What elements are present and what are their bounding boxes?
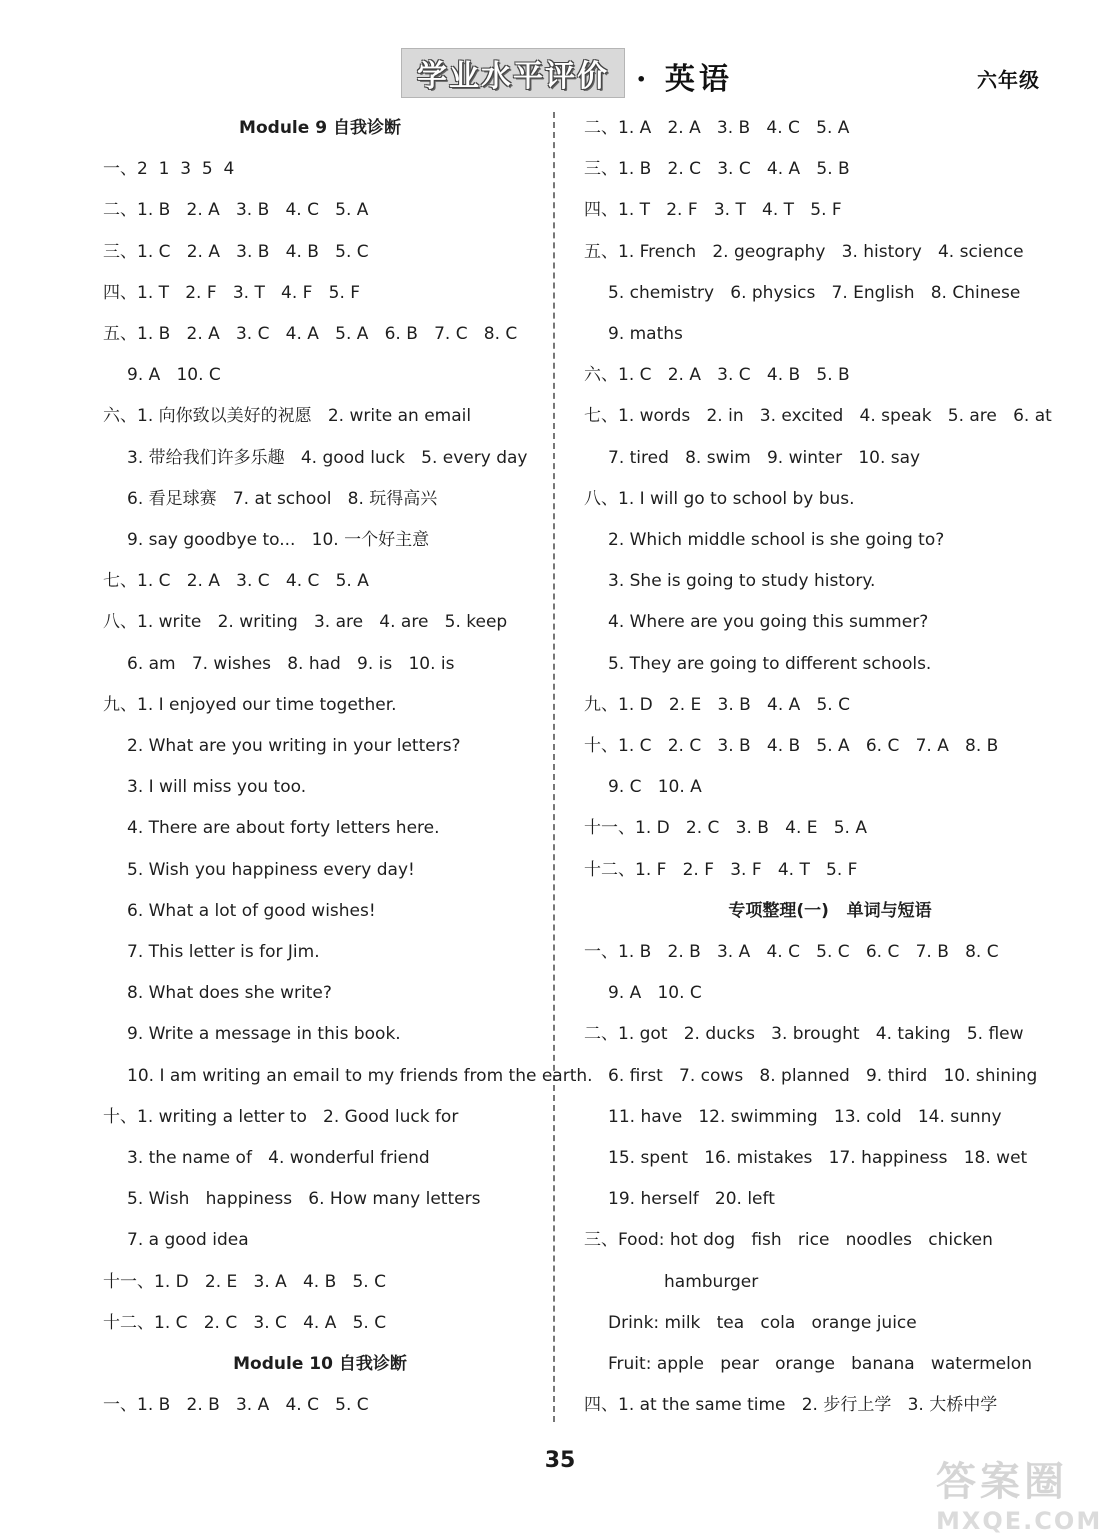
subject-label: · 英语 — [636, 62, 733, 97]
answer-line: Fruit: apple pear orange banana watermelon — [608, 1354, 1032, 1374]
answer-line: 六、1. C 2. A 3. C 4. B 5. B — [584, 365, 850, 386]
answer-line: 三、1. C 2. A 3. B 4. B 5. C — [103, 241, 369, 262]
answer-line: 6. first 7. cows 8. planned 9. third 10. shining — [608, 1065, 1038, 1086]
answer-line: 6. am 7. wishes 8. had 9. is 10. is — [127, 653, 455, 674]
answer-line: 二、1. A 2. A 3. B 4. C 5. A — [584, 118, 850, 138]
answer-line: 二、1. B 2. A 3. B 4. C 5. A — [103, 200, 369, 221]
answer-line: 9. C 10. A — [608, 777, 702, 798]
watermark-top-text: 答案圈 — [936, 1458, 1068, 1505]
answer-line: 3. 带给我们许多乐趣 4. good luck 5. every day — [127, 447, 528, 468]
answer-line: 2. What are you writing in your letters? — [127, 736, 461, 756]
answer-line: 4. There are about forty letters here. — [127, 818, 440, 839]
answer-line: 4. Where are you going this summer? — [608, 612, 929, 633]
answer-line: 十二、1. C 2. C 3. C 4. A 5. C — [103, 1312, 387, 1333]
answer-line: 15. spent 16. mistakes 17. happiness 18. wet — [608, 1148, 1028, 1168]
answer-line: 8. What does she write? — [127, 983, 332, 1004]
answer-line: 9. A 10. C — [608, 983, 702, 1004]
answer-line: 3. I will miss you too. — [127, 777, 307, 798]
answer-line: Drink: milk tea cola orange juice — [608, 1312, 917, 1333]
answer-line: 三、1. B 2. C 3. C 4. A 5. B — [584, 159, 850, 180]
answer-line: 6. What a lot of good wishes! — [127, 900, 376, 921]
answer-line: 5. Wish you happiness every day! — [127, 859, 415, 880]
answer-line: 9. maths — [608, 324, 683, 344]
answer-line: 八、1. I will go to school by bus. — [584, 488, 855, 509]
answer-line: 一、1. B 2. B 3. A 4. C 5. C 6. C 7. B 8. C — [584, 942, 999, 962]
answer-line: 6. 看足球赛 7. at school 8. 玩得高兴 — [127, 488, 438, 509]
answer-line: 9. A 10. C — [127, 365, 221, 386]
page-number: 35 — [544, 1448, 576, 1473]
answer-line: 7. a good idea — [127, 1230, 249, 1251]
section-heading: Module 10 自我诊断 — [233, 1354, 407, 1374]
answer-line: 六、1. 向你致以美好的祝愿 2. write an email — [103, 406, 472, 427]
watermark-logo — [936, 1450, 1116, 1535]
answer-line: 十、1. writing a letter to 2. Good luck for — [103, 1106, 459, 1127]
answer-line: 一、2 1 3 5 4 — [103, 159, 235, 180]
answer-line: 一、1. B 2. B 3. A 4. C 5. C — [103, 1395, 369, 1416]
answer-line: 十一、1. D 2. E 3. A 4. B 5. C — [103, 1271, 386, 1292]
answer-line: 3. the name of 4. wonderful friend — [127, 1148, 430, 1168]
section-heading: 专项整理(一) 单词与短语 — [728, 900, 932, 921]
answer-line: 十一、1. D 2. C 3. B 4. E 5. A — [584, 818, 867, 839]
answer-line: 四、1. at the same time 2. 步行上学 3. 大桥中学 — [584, 1395, 998, 1416]
series-title: 学业水平评价 — [401, 48, 625, 98]
answer-line: 19. herself 20. left — [608, 1189, 775, 1210]
watermark-bottom-text: MXQE.COM — [936, 1507, 1103, 1535]
answer-line: 十、1. C 2. C 3. B 4. B 5. A 6. C 7. A 8. B — [584, 736, 999, 756]
answer-line: 3. She is going to study history. — [608, 571, 876, 592]
grade-label: 六年级 — [977, 68, 1040, 92]
answer-line: 2. Which middle school is she going to? — [608, 530, 945, 550]
answer-line: hamburger — [664, 1271, 759, 1292]
answer-line: 十二、1. F 2. F 3. F 4. T 5. F — [584, 859, 858, 880]
answer-line: 5. Wish happiness 6. How many letters — [127, 1189, 481, 1210]
answer-line: 9. Write a message in this book. — [127, 1024, 401, 1045]
answer-line: 二、1. got 2. ducks 3. brought 4. taking 5. flew — [584, 1024, 1024, 1045]
answer-line: 三、Food: hot dog fish rice noodles chicken — [584, 1230, 993, 1251]
answer-line: 八、1. write 2. writing 3. are 4. are 5. keep — [103, 612, 508, 633]
answer-line: 5. They are going to different schools. — [608, 653, 932, 674]
answer-line: 九、1. D 2. E 3. B 4. A 5. C — [584, 694, 850, 715]
answer-line: 7. This letter is for Jim. — [127, 942, 320, 962]
answer-line: 五、1. French 2. geography 3. history 4. science — [584, 241, 1024, 262]
answer-line: 7. tired 8. swim 9. winter 10. say — [608, 447, 921, 468]
answer-line: 10. I am writing an email to my friends from the earth. — [127, 1065, 593, 1086]
page-header — [0, 46, 1120, 104]
column-divider — [553, 112, 555, 1422]
answer-line: 四、1. T 2. F 3. T 4. F 5. F — [103, 282, 361, 303]
answer-line: 七、1. words 2. in 3. excited 4. speak 5. are 6. at — [584, 406, 1052, 427]
answer-line: 9. say goodbye to... 10. 一个好主意 — [127, 530, 430, 550]
answer-line: 5. chemistry 6. physics 7. English 8. Chinese — [608, 282, 1021, 303]
answer-line: 五、1. B 2. A 3. C 4. A 5. A 6. B 7. C 8. C — [103, 324, 518, 344]
section-heading: Module 9 自我诊断 — [239, 118, 401, 138]
answer-line: 11. have 12. swimming 13. cold 14. sunny — [608, 1106, 1002, 1127]
answer-line: 四、1. T 2. F 3. T 4. T 5. F — [584, 200, 842, 221]
answer-line: 九、1. I enjoyed our time together. — [103, 694, 397, 715]
answer-line: 七、1. C 2. A 3. C 4. C 5. A — [103, 571, 369, 592]
